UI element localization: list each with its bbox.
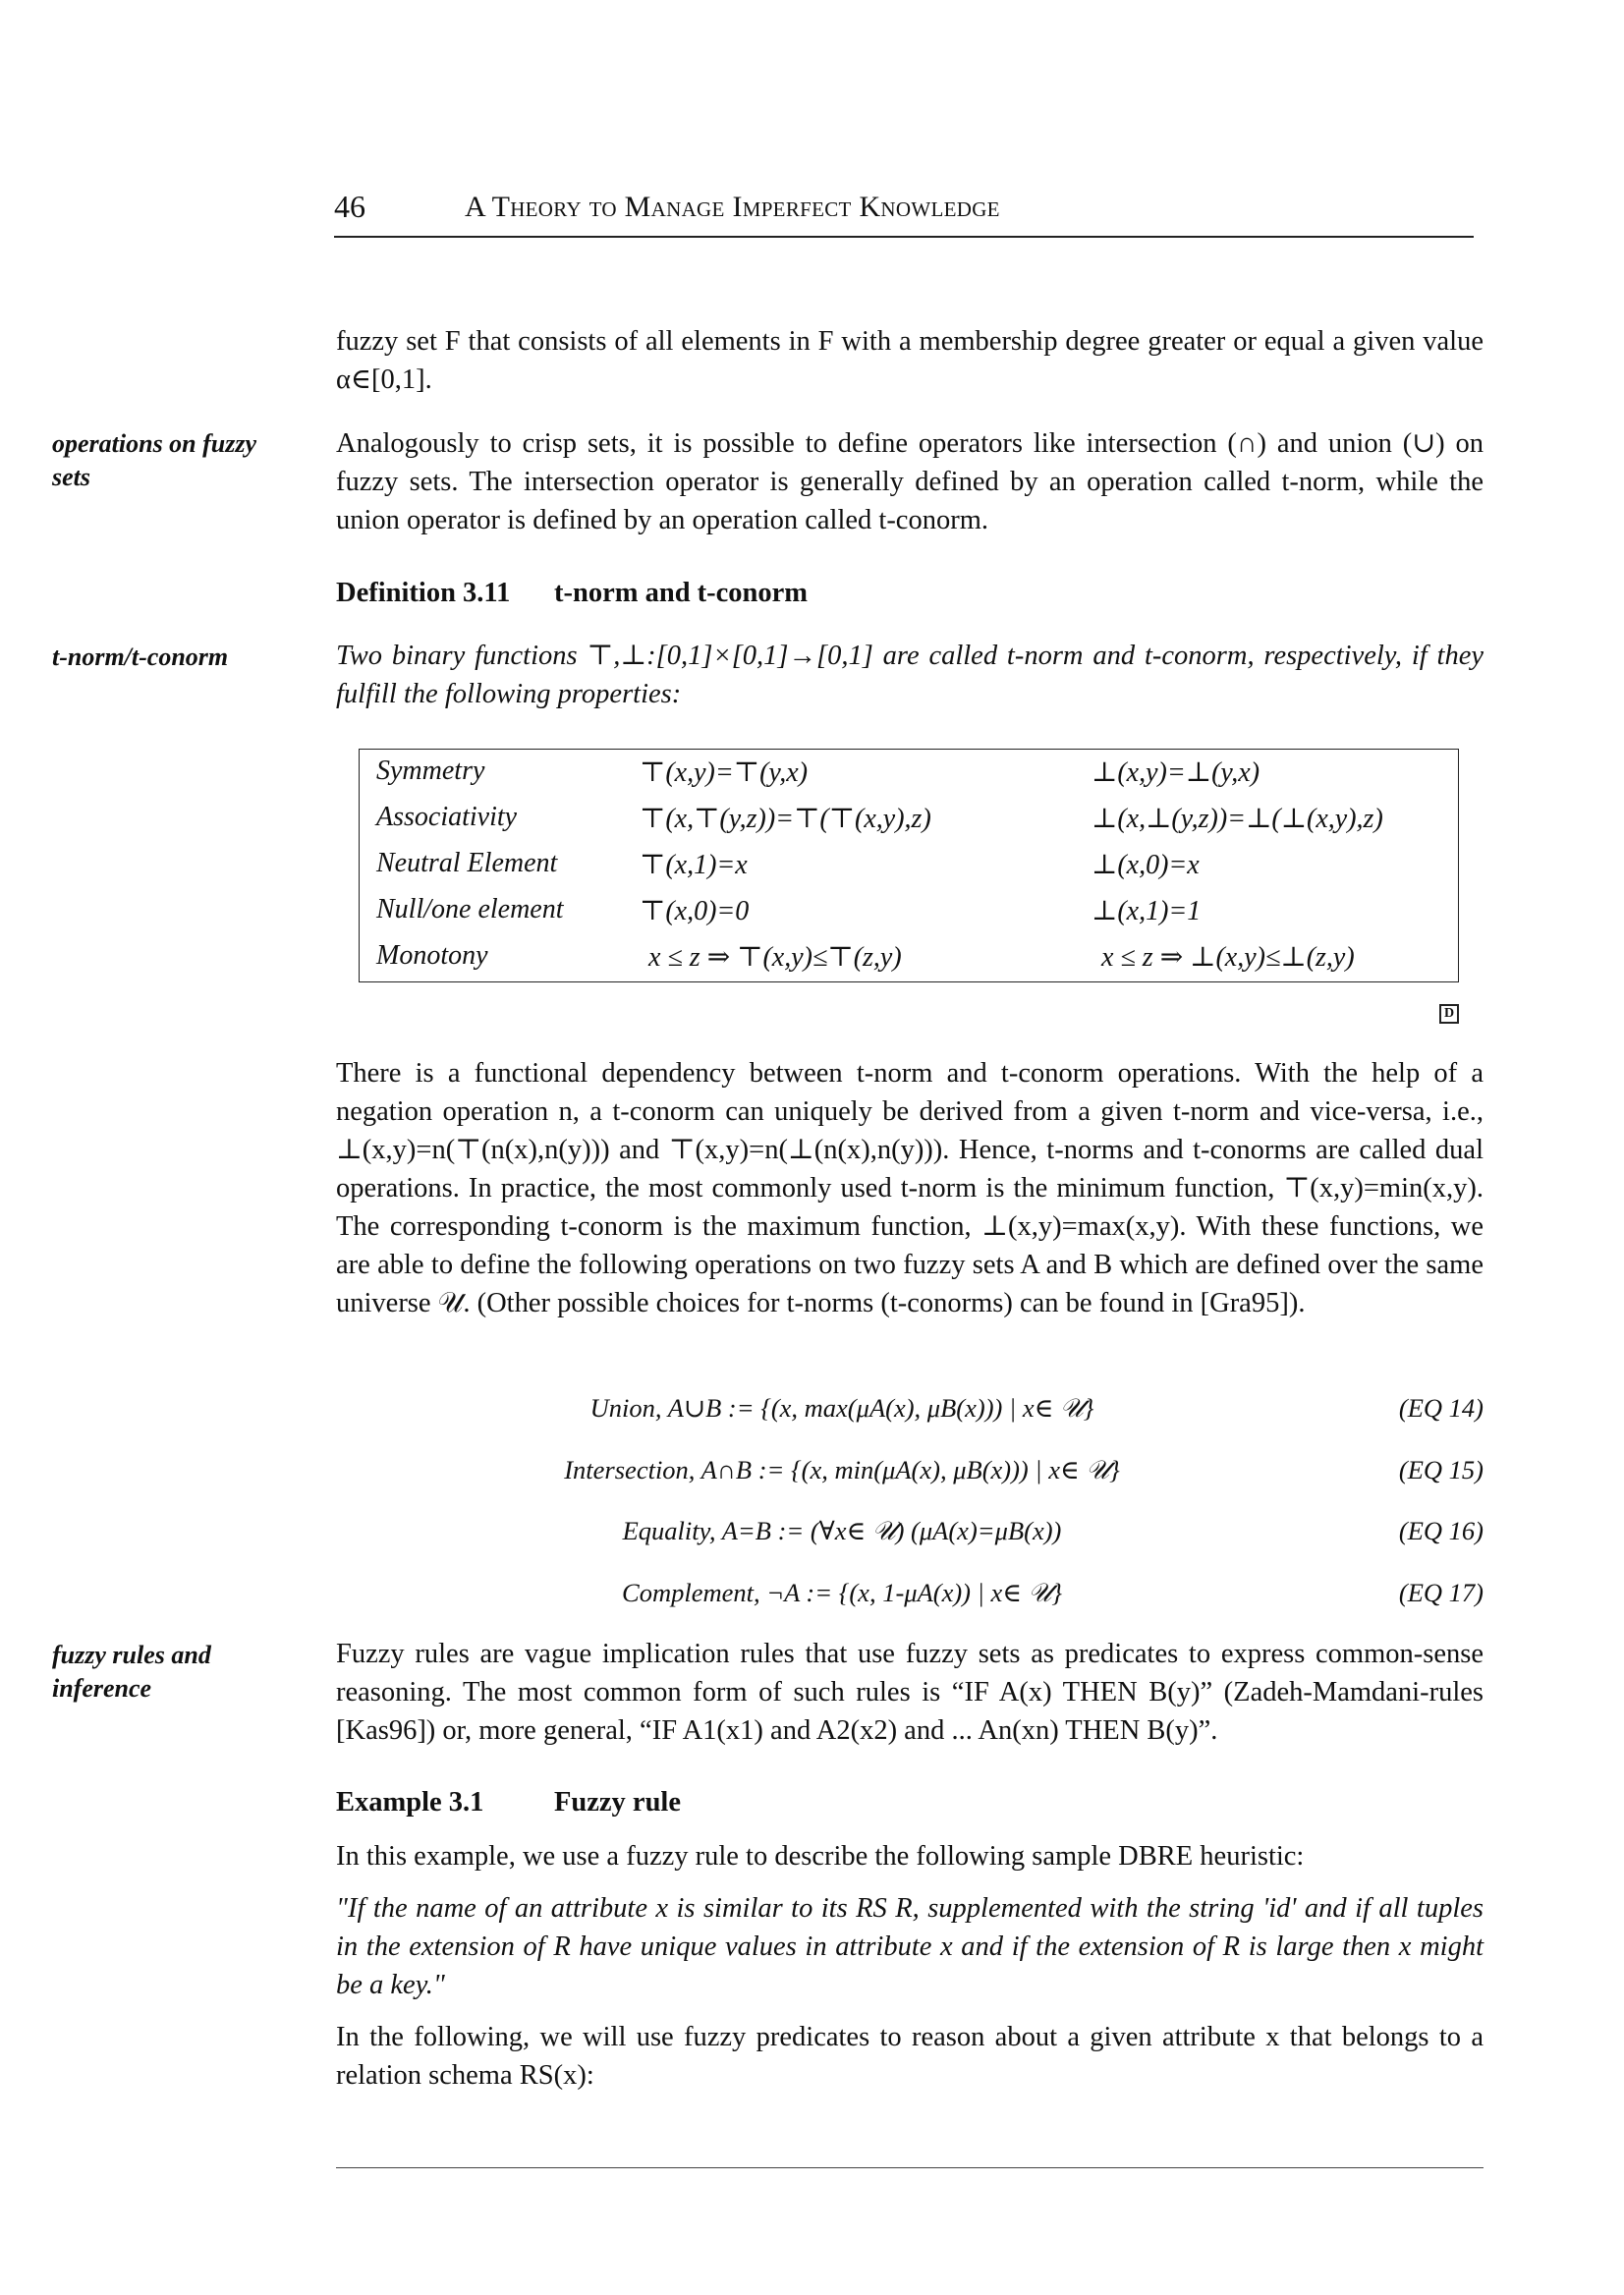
example-title: Fuzzy rule (554, 1787, 682, 1818)
tnorm-property: ⊤(x,0)=0 (640, 896, 750, 926)
equation-expression: Union, A∪B := {(x, max(μA(x), μB(x))) | x∈ 𝒰} (589, 1393, 1094, 1423)
equation-number: (EQ 16) (1398, 1516, 1484, 1545)
table-row (360, 888, 1458, 933)
property-name: Monotony (376, 940, 488, 971)
equation-expression: Equality, A=B := (∀x∈ 𝒰) (μA(x)=μB(x)) (622, 1516, 1062, 1545)
margin-note-operations: operations on fuzzy sets (52, 429, 257, 491)
paragraph-fuzzy-rules: Fuzzy rules are vague implication rules that use fuzzy sets as predicates to express common-sense reasoning. The most common form of such rules is “IF A(x) THEN B(y)” (Zadeh-Mamdani-rules [Kas96]) or, more general, “IF A1(x1) and A2(x2) and ... An(xn) THEN B(y)”. (336, 1639, 1484, 1746)
equation-union (336, 1393, 1484, 1432)
equation-expression: Intersection, A∩B := {(x, min(μA(x), μB(x))) | x∈ 𝒰} (564, 1455, 1120, 1484)
tconorm-property: x ≤ z ⇒ ⊥(x,y)≤⊥(z,y) (1101, 942, 1355, 973)
properties-table (359, 749, 1459, 982)
tconorm-property: ⊥(x,⊥(y,z))=⊥(⊥(x,y),z) (1092, 804, 1383, 834)
margin-note-tnorm: t-norm/t-conorm (52, 643, 229, 671)
equation-equality (336, 1516, 1484, 1555)
tconorm-property: ⊥(x,0)=x (1092, 850, 1200, 880)
table-row (360, 934, 1458, 980)
tnorm-property: ⊤(x,y)=⊤(y,x) (640, 757, 809, 788)
equation-number: (EQ 14) (1398, 1393, 1484, 1423)
definition-heading (336, 578, 808, 609)
running-head (334, 185, 1474, 238)
example-heading (336, 1787, 681, 1819)
paragraph-dual-operations: There is a functional dependency between t-norm and t-conorm operations. With the help of a negation operation n, a t-conorm can uniquely be derived from a given t-norm and vice-versa, i.e., ⊥(x,y)=n(⊤(n(x),n(y))) and ⊤(x,y)=n(⊥(n(x),n(y))). Hence, t-norms and t-conorms are called dual operations. In practice, the most commonly used t-norm is the minimum function, ⊤(x,y)=min(x,y). The corresponding t-conorm is the maximum function, ⊥(x,y)=max(x,y). With these functions, we are able to define the following operations on two fuzzy sets A and B which are defined over the same universe 𝒰. (Other possible choices for t-norms (t-conorms) can be found in [Gra95]). (336, 1058, 1484, 1318)
tnorm-property: ⊤(x,1)=x (640, 850, 748, 880)
paragraph-intro: fuzzy set F that consists of all elements in F with a membership degree greater or equal a given value α∈[0,1]. (336, 326, 1484, 395)
property-name: Null/one element (376, 894, 564, 924)
equation-number: (EQ 15) (1398, 1455, 1484, 1484)
margin-note-rules: fuzzy rules and inference (52, 1641, 211, 1703)
document-icon[interactable]: D (1439, 1004, 1459, 1024)
paragraph-operations: Analogously to crisp sets, it is possible to define operators like intersection (∩) and union (∪) on fuzzy sets. The intersection operator is generally defined by an operation called t-norm, while the union operator is defined by an operation called t-conorm. (336, 428, 1484, 535)
example-label: Example 3.1 (336, 1787, 484, 1818)
footer-rule (336, 2167, 1484, 2168)
equation-intersection (336, 1455, 1484, 1494)
definition-text: Two binary functions ⊤,⊥:[0,1]×[0,1]→[0,1] are called t-norm and t-conorm, respectively, if they fulfill the following properties: (336, 641, 1484, 709)
tnorm-property: ⊤(x,⊤(y,z))=⊤(⊤(x,y),z) (640, 804, 931, 834)
property-name: Associativity (376, 802, 518, 832)
page-number: 46 (334, 189, 365, 224)
tconorm-property: ⊥(x,y)=⊥(y,x) (1092, 757, 1260, 788)
definition-title: t-norm and t-conorm (554, 578, 809, 608)
property-name: Neutral Element (376, 848, 558, 878)
table-row (360, 842, 1458, 887)
chapter-title: A Theory to Manage Imperfect Knowledge (465, 191, 1000, 223)
heuristic-quote: "If the name of an attribute x is similar to its RS R, supplemented with the string 'id' and if all tuples in the extension of R have unique values in attribute x and if the extension of R is large then x might be a key." (336, 1893, 1484, 2000)
paragraph-following: In the following, we will use fuzzy predicates to reason about a given attribute x that belongs to a relation schema RS(x): (336, 2022, 1484, 2091)
table-row (360, 750, 1458, 795)
tnorm-property: x ≤ z ⇒ ⊤(x,y)≤⊤(z,y) (648, 942, 902, 973)
equation-expression: Complement, ¬A := {(x, 1-μA(x)) | x∈ 𝒰} (622, 1578, 1062, 1607)
tconorm-property: ⊥(x,1)=1 (1092, 896, 1202, 926)
paragraph-example: In this example, we use a fuzzy rule to describe the following sample DBRE heuristic: (336, 1841, 1305, 1872)
equation-complement (336, 1578, 1484, 1617)
definition-label: Definition 3.11 (336, 578, 511, 608)
table-row (360, 796, 1458, 841)
equation-number: (EQ 17) (1398, 1578, 1484, 1607)
property-name: Symmetry (376, 756, 485, 786)
